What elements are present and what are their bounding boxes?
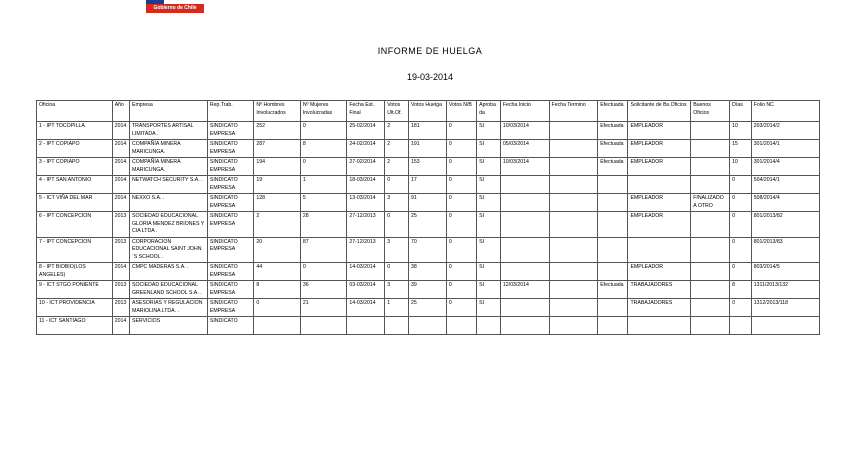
table-cell xyxy=(446,317,476,335)
table-cell: SINDICATO EMPRESA xyxy=(207,158,254,176)
table-cell: 2014 xyxy=(112,194,129,212)
table-cell xyxy=(691,176,730,194)
table-cell: SINDICATO EMPRESA xyxy=(207,281,254,299)
table-cell xyxy=(549,281,598,299)
table-cell: 25-02/2014 xyxy=(347,122,385,140)
table-cell: FINALIZADO A OTRO xyxy=(691,194,730,212)
column-header: Folio NC xyxy=(751,101,819,122)
table-row xyxy=(37,122,820,140)
table-cell: 39 xyxy=(408,281,446,299)
table-cell: 8 - IPT BIOBIO(LOS ANGELES) xyxy=(37,263,113,281)
table-cell: EMPLEADOR xyxy=(628,122,691,140)
table-cell: EMPLEADOR xyxy=(628,194,691,212)
column-header: Fecha Est. Final xyxy=(347,101,385,122)
table-cell: SI xyxy=(477,140,501,158)
column-header: Nº Hombres Involucrados xyxy=(254,101,301,122)
table-cell: SINDICATO EMPRESA xyxy=(207,237,254,263)
table-cell xyxy=(691,299,730,317)
table-cell: 9 - ICT STGO PONIENTE xyxy=(37,281,113,299)
table-cell: 21 xyxy=(300,299,347,317)
table-cell: EMPLEADOR xyxy=(628,212,691,238)
table-cell xyxy=(549,212,598,238)
table-cell xyxy=(598,194,628,212)
table-cell: SINDICATO EMPRESA xyxy=(207,140,254,158)
table-cell: 2014 xyxy=(112,140,129,158)
table-cell: SINDICATO EMPRESA xyxy=(207,176,254,194)
table-cell: 0 xyxy=(446,281,476,299)
table-row xyxy=(37,281,820,299)
table-cell: 2 xyxy=(385,122,409,140)
table-cell: 504/2014/1 xyxy=(751,176,819,194)
table-cell xyxy=(628,317,691,335)
table-cell: 0 xyxy=(446,122,476,140)
table-cell: 8 xyxy=(254,281,301,299)
table-cell xyxy=(691,158,730,176)
table-cell: NETWATCH SECURITY S.A. . xyxy=(130,176,208,194)
column-header: Nº Mujeres Involucradas xyxy=(300,101,347,122)
strike-report-table xyxy=(36,100,820,335)
table-cell: SI xyxy=(477,176,501,194)
table-cell: 0 xyxy=(300,122,347,140)
table-cell xyxy=(598,317,628,335)
table-cell: 2 xyxy=(385,158,409,176)
table-cell: EMPLEADOR xyxy=(628,158,691,176)
table-header-row xyxy=(37,101,820,122)
table-cell: 2013 xyxy=(112,281,129,299)
table-row xyxy=(37,176,820,194)
table-cell xyxy=(385,317,409,335)
table-cell: 0 xyxy=(446,140,476,158)
table-cell xyxy=(549,317,598,335)
table-row xyxy=(37,140,820,158)
report-date: 19-03-2014 xyxy=(406,72,454,82)
table-cell: 0 xyxy=(730,299,752,317)
table-cell: 803/2014/5 xyxy=(751,263,819,281)
table-cell: 8 xyxy=(730,281,752,299)
table-cell: Efectuada xyxy=(598,122,628,140)
table-cell: 128 xyxy=(254,194,301,212)
table-cell: 2 - IPT COPIAPO xyxy=(37,140,113,158)
table-cell: 0 xyxy=(730,176,752,194)
table-row xyxy=(37,263,820,281)
table-cell: 153 xyxy=(408,158,446,176)
table-cell: 27-12/2013 xyxy=(347,212,385,238)
table-cell: SINDICATO EMPRESA xyxy=(207,299,254,317)
table-cell: Efectuada xyxy=(598,158,628,176)
table-cell: 0 xyxy=(730,194,752,212)
table-row xyxy=(37,212,820,238)
table-cell: 11 - ICT SANTIAGO xyxy=(37,317,113,335)
table-cell xyxy=(598,263,628,281)
table-cell: 194 xyxy=(254,158,301,176)
table-cell: 4 - IPT SAN ANTONIO xyxy=(37,176,113,194)
table-cell: 0 xyxy=(446,299,476,317)
table-cell xyxy=(628,237,691,263)
table-cell: SI xyxy=(477,299,501,317)
table-cell: 36 xyxy=(300,281,347,299)
table-cell: SI xyxy=(477,122,501,140)
table-cell xyxy=(500,299,549,317)
table-cell: 0 xyxy=(730,237,752,263)
table-cell xyxy=(598,176,628,194)
table-cell: 801/2013/82 xyxy=(751,212,819,238)
table-cell: 0 xyxy=(730,263,752,281)
table-cell: SI xyxy=(477,158,501,176)
table-cell xyxy=(549,299,598,317)
table-cell: 3 - IPT COPIAPO xyxy=(37,158,113,176)
table-cell: 44 xyxy=(254,263,301,281)
table-cell xyxy=(691,281,730,299)
table-cell: 25 xyxy=(408,299,446,317)
table-cell: 27-02/2014 xyxy=(347,158,385,176)
table-cell: TRABAJADORES xyxy=(628,281,691,299)
table-cell: 2014 xyxy=(112,122,129,140)
table-cell: 18-03/2014 xyxy=(347,176,385,194)
table-cell xyxy=(477,317,501,335)
table-cell xyxy=(300,317,347,335)
column-header: Buenos Oficios xyxy=(691,101,730,122)
table-cell: ASESORIAS Y REGULACION MARIOLINA LTDA. . xyxy=(130,299,208,317)
column-header: Fecha Inicio xyxy=(500,101,549,122)
table-cell: 0 xyxy=(385,212,409,238)
table-cell: 1 xyxy=(300,176,347,194)
table-cell: SI xyxy=(477,212,501,238)
table-row xyxy=(37,299,820,317)
table-cell: 0 xyxy=(446,263,476,281)
table-cell: 03-03/2014 xyxy=(347,281,385,299)
table-cell xyxy=(500,317,549,335)
table-cell: 38 xyxy=(408,263,446,281)
table-cell: 301/2014/1 xyxy=(751,140,819,158)
report-title: INFORME DE HUELGA xyxy=(377,46,483,56)
table-cell xyxy=(598,212,628,238)
table-cell: 2014 xyxy=(112,317,129,335)
table-cell: 2013 xyxy=(112,212,129,238)
table-cell: 25 xyxy=(408,212,446,238)
table-cell: 15 xyxy=(730,140,752,158)
table-cell: TRANSPORTES ARTISAL LIMITADA . xyxy=(130,122,208,140)
table-cell: 0 xyxy=(254,299,301,317)
table-cell: 10 - ICT PROVIDENCIA xyxy=(37,299,113,317)
table-row xyxy=(37,158,820,176)
table-cell: COMPAÑÍA MINERA MARICUNGA. xyxy=(130,158,208,176)
table-cell: 2014 xyxy=(112,263,129,281)
table-cell xyxy=(254,317,301,335)
table-cell: EMPLEADOR xyxy=(628,140,691,158)
table-cell xyxy=(628,176,691,194)
table-cell xyxy=(730,317,752,335)
table-cell: SINDICATO EMPRESA xyxy=(207,122,254,140)
table-cell: SI xyxy=(477,263,501,281)
table-cell: 27-12/2013 xyxy=(347,237,385,263)
table-cell: 0 xyxy=(385,263,409,281)
table-cell: 70 xyxy=(408,237,446,263)
column-header: Aprobada xyxy=(477,101,501,122)
table-cell xyxy=(500,194,549,212)
table-cell: 1 - IPT TOCOPILLA xyxy=(37,122,113,140)
table-cell xyxy=(598,299,628,317)
table-cell: 10 xyxy=(730,122,752,140)
table-cell: 87 xyxy=(300,237,347,263)
table-row xyxy=(37,194,820,212)
table-cell: 2 xyxy=(254,212,301,238)
table-cell: 0 xyxy=(446,158,476,176)
table-cell: 10 xyxy=(730,158,752,176)
table-cell: 3 xyxy=(385,237,409,263)
table-cell xyxy=(347,317,385,335)
government-logo xyxy=(146,0,204,13)
table-cell: 12/03/2014 xyxy=(500,281,549,299)
column-header: Votos N/B xyxy=(446,101,476,122)
table-cell xyxy=(549,194,598,212)
column-header: Efectuada xyxy=(598,101,628,122)
table-cell xyxy=(691,212,730,238)
table-cell: 2 xyxy=(385,140,409,158)
table-cell xyxy=(500,237,549,263)
table-cell xyxy=(500,212,549,238)
table-cell: 1311/2013/132 xyxy=(751,281,819,299)
column-header: Días xyxy=(730,101,752,122)
table-cell: 0 xyxy=(446,176,476,194)
table-cell xyxy=(500,176,549,194)
table-cell: 0 xyxy=(300,158,347,176)
table-cell: SINDICATO xyxy=(207,317,254,335)
table-cell: SOCIEDAD EDUCACIONAL GREENLAND SCHOOL S.A. . xyxy=(130,281,208,299)
table-cell: Efectuada xyxy=(598,140,628,158)
table-cell: 203/2014/2 xyxy=(751,122,819,140)
table-cell: 0 xyxy=(446,194,476,212)
table-cell: 2013 xyxy=(112,299,129,317)
table-cell xyxy=(408,317,446,335)
table-cell: 801/2013/83 xyxy=(751,237,819,263)
table-cell: 24-02/2014 xyxy=(347,140,385,158)
table-cell xyxy=(598,237,628,263)
column-header: Año xyxy=(112,101,129,122)
table-cell: 5 xyxy=(300,194,347,212)
table-cell: 19 xyxy=(254,176,301,194)
table-cell: 3 xyxy=(385,281,409,299)
table-cell xyxy=(691,317,730,335)
table-cell: 0 xyxy=(385,176,409,194)
table-cell: 1312/2013/118 xyxy=(751,299,819,317)
table-cell: NEXXO S.A. . xyxy=(130,194,208,212)
table-cell: 7 - IPT CONCEPCION xyxy=(37,237,113,263)
table-row xyxy=(37,317,820,335)
table-cell: CMPC MADERAS S.A. . xyxy=(130,263,208,281)
table-cell xyxy=(549,176,598,194)
table-cell: 301/2014/4 xyxy=(751,158,819,176)
table-row xyxy=(37,237,820,263)
table-cell: 14-03/2014 xyxy=(347,263,385,281)
table-cell: 10/03/2014 xyxy=(500,122,549,140)
table-cell: SI xyxy=(477,237,501,263)
table-cell: SI xyxy=(477,281,501,299)
table-cell: 5 - ICT VIÑA DEL MAR xyxy=(37,194,113,212)
table-cell: 17 xyxy=(408,176,446,194)
table-cell: SINDICATO EMPRESA xyxy=(207,212,254,238)
table-cell: 10/03/2014 xyxy=(500,158,549,176)
table-cell: 3 xyxy=(385,194,409,212)
table-cell: 2013 xyxy=(112,237,129,263)
table-cell: 0 xyxy=(730,212,752,238)
table-cell: 2014 xyxy=(112,176,129,194)
table-cell: 6 - IPT CONCEPCION xyxy=(37,212,113,238)
table-cell: 20 xyxy=(254,237,301,263)
table-cell: 508/2014/4 xyxy=(751,194,819,212)
table-cell: SINDICATO EMPRESA xyxy=(207,263,254,281)
table-cell: 0 xyxy=(300,263,347,281)
table-cell xyxy=(691,140,730,158)
column-header: Votos Huelga xyxy=(408,101,446,122)
table-cell xyxy=(549,122,598,140)
table-cell: TRABAJADORES xyxy=(628,299,691,317)
column-header: Solicitante de Bs.Oficios xyxy=(628,101,691,122)
table-cell: SERVICIOS xyxy=(130,317,208,335)
table-cell xyxy=(691,237,730,263)
table-cell xyxy=(751,317,819,335)
table-cell xyxy=(549,158,598,176)
table-cell xyxy=(549,263,598,281)
table-cell: 13-03/2014 xyxy=(347,194,385,212)
table-cell: 181 xyxy=(408,122,446,140)
table-cell: 252 xyxy=(254,122,301,140)
table-cell: COMPAÑÍA MINERA MARICUNGA. xyxy=(130,140,208,158)
table-cell: 191 xyxy=(408,140,446,158)
table-cell: 14-03/2014 xyxy=(347,299,385,317)
table-cell: 0 xyxy=(446,237,476,263)
table-cell: SOCIEDAD EDUCACIONAL GLORIA MENDEZ BRIONES Y CIA LTDA . xyxy=(130,212,208,238)
column-header: Oficina xyxy=(37,101,113,122)
table-cell: SINDICATO EMPRESA xyxy=(207,194,254,212)
table-cell: 1 xyxy=(385,299,409,317)
table-cell xyxy=(549,237,598,263)
column-header: Rep.Trab. xyxy=(207,101,254,122)
table-cell: 287 xyxy=(254,140,301,158)
table-cell xyxy=(691,263,730,281)
table-cell: 0 xyxy=(446,212,476,238)
table-cell: EMPLEADOR xyxy=(628,263,691,281)
table-cell: 2014 xyxy=(112,158,129,176)
table-cell: 8 xyxy=(300,140,347,158)
table-cell: Efectuada xyxy=(598,281,628,299)
column-header: Empresa xyxy=(130,101,208,122)
table-cell: 91 xyxy=(408,194,446,212)
table-cell xyxy=(500,263,549,281)
column-header: Fecha Termino xyxy=(549,101,598,122)
table-cell xyxy=(691,122,730,140)
logo-text: Gobierno de Chile xyxy=(146,4,204,13)
column-header: Votos Ult.Of. xyxy=(385,101,409,122)
table-cell: CORPORACION EDUCACIONAL SAINT JOHN´S SCHOOL . xyxy=(130,237,208,263)
table-cell: 05/03/2014 xyxy=(500,140,549,158)
table-cell xyxy=(549,140,598,158)
table-cell: 28 xyxy=(300,212,347,238)
table-cell: SI xyxy=(477,194,501,212)
